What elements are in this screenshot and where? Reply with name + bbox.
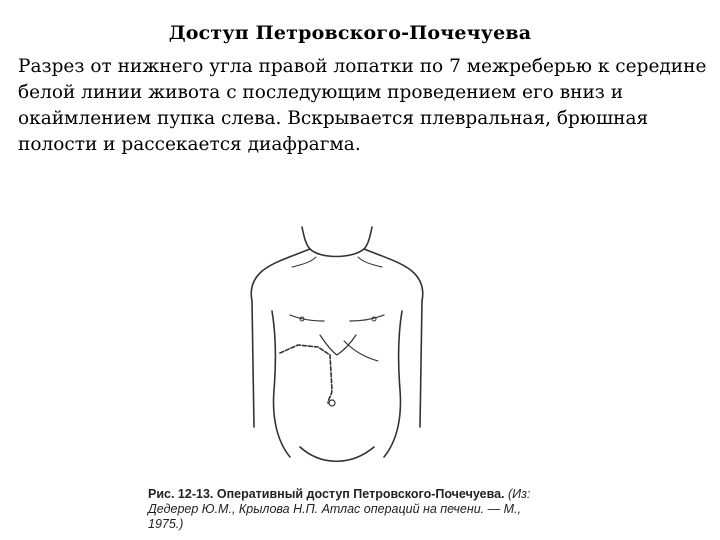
caption-title: Оперативный доступ Петровского-Почечуева.	[216, 487, 505, 501]
neck-right-line	[364, 227, 372, 249]
chest-left	[290, 315, 324, 321]
arm-right-outer	[420, 301, 422, 427]
neck-left-line	[302, 227, 310, 249]
navel	[329, 400, 335, 406]
chest-right	[350, 315, 384, 321]
torso-left-side	[272, 311, 290, 457]
figure-caption	[148, 487, 538, 532]
shoulder-right	[364, 249, 423, 301]
slide-title: Доступ Петровского-Почечуева	[168, 22, 532, 44]
shoulder-left	[251, 249, 310, 301]
incision-line	[280, 345, 332, 403]
caption-label: Рис. 12-13.	[148, 487, 214, 501]
caption-source: (Из: Дедерер Ю.М., Крылова Н.П. Атлас операций на печени. — М., 1975.)	[148, 487, 531, 531]
torso-right-side	[384, 311, 402, 457]
collarbone-right	[358, 257, 382, 267]
lower-abdomen-line	[300, 447, 374, 461]
torso-illustration	[240, 215, 480, 485]
arm-left-outer	[252, 301, 254, 427]
collarbone-left	[292, 257, 316, 267]
collar-line	[310, 249, 364, 257]
slide-body-text: Разрез от нижнего угла правой лопатки по 7 межреберью к середине белой линии живота с последующим проведением его вниз и окаймлением пупка слева. Вскрывается плевральная, брюшная полости и рассекается диафрагма.	[18, 56, 707, 155]
